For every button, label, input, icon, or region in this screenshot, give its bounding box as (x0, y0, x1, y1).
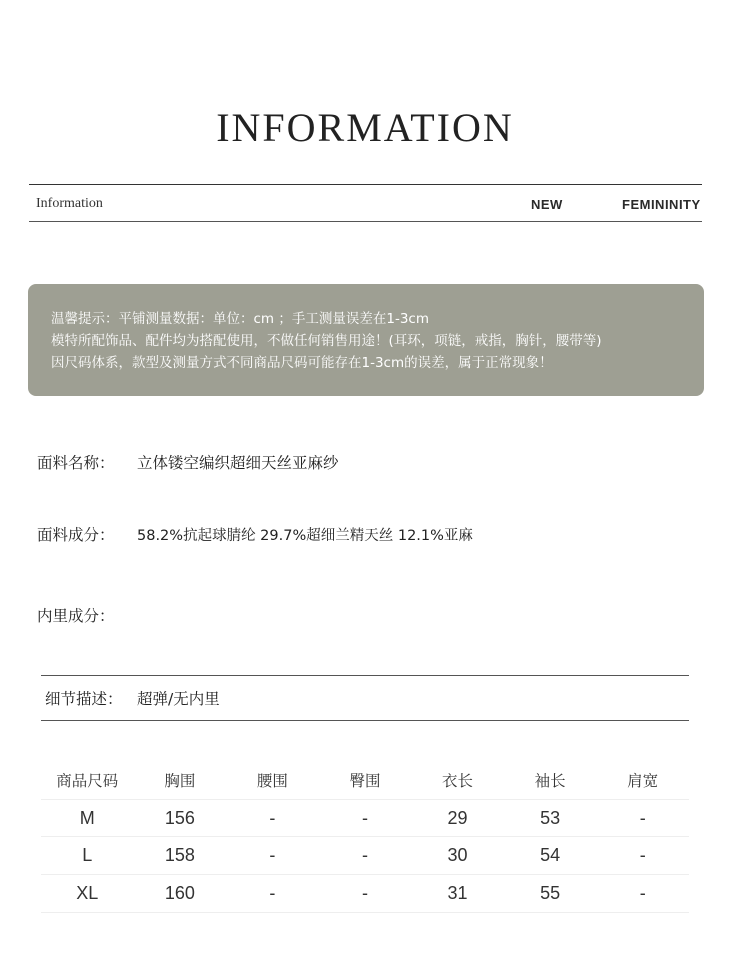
cell-size: XL (41, 875, 134, 913)
table-row (41, 875, 689, 913)
size-table (41, 762, 689, 913)
cell-length: 31 (411, 875, 504, 913)
cell-sleeve: 53 (504, 799, 597, 837)
table-row (41, 799, 689, 837)
tag-femininity: FEMININITY (622, 197, 701, 212)
header-waist: 腰围 (226, 762, 319, 799)
cell-shoulder: - (596, 799, 689, 837)
cell-size: L (41, 837, 134, 875)
detail-divider-bottom (41, 720, 689, 721)
cell-sleeve: 55 (504, 875, 597, 913)
header-hip: 臀围 (319, 762, 412, 799)
tag-new: NEW (531, 197, 563, 212)
fabric-composition-row (37, 523, 473, 545)
detail-label: 细节描述： (45, 690, 123, 708)
info-label: Information (36, 196, 103, 211)
notice-box (28, 284, 704, 396)
cell-sleeve: 54 (504, 837, 597, 875)
fabric-name-label: 面料名称： (37, 454, 115, 472)
header-divider-bottom (29, 221, 702, 222)
fabric-name-value: 立体镂空编织超细天丝亚麻纱 (137, 454, 339, 472)
cell-shoulder: - (596, 837, 689, 875)
notice-line-measurement: 温馨提示：平铺测量数据：单位：cm ；手工测量误差在1-3cm (51, 311, 429, 327)
cell-hip: - (319, 799, 412, 837)
header-shoulder: 肩宽 (596, 762, 689, 799)
cell-length: 29 (411, 799, 504, 837)
notice-line-size-error: 因尺码体系，款型及测量方式不同商品尺码可能存在1-3cm的误差，属于正常现象！ (51, 355, 553, 371)
cell-hip: - (319, 837, 412, 875)
header-divider-top (29, 184, 702, 185)
fabric-composition-label: 面料成分： (37, 526, 115, 544)
cell-bust: 158 (134, 837, 227, 875)
cell-waist: - (226, 799, 319, 837)
header-size: 商品尺码 (41, 762, 134, 799)
detail-value: 超弹/无内里 (137, 690, 220, 708)
cell-waist: - (226, 875, 319, 913)
fabric-name-row (37, 451, 339, 473)
fabric-composition-value: 58.2%抗起球腈纶 29.7%超细兰精天丝 12.1%亚麻 (137, 528, 473, 544)
cell-waist: - (226, 837, 319, 875)
header-length: 衣长 (411, 762, 504, 799)
cell-bust: 160 (134, 875, 227, 913)
header-bust: 胸围 (134, 762, 227, 799)
cell-size: M (41, 799, 134, 837)
page-title: INFORMATION (216, 105, 514, 150)
cell-length: 30 (411, 837, 504, 875)
detail-divider-top (41, 675, 689, 676)
table-row (41, 837, 689, 875)
cell-hip: - (319, 875, 412, 913)
lining-composition-label: 内里成分： (37, 607, 115, 625)
lining-composition-row (37, 604, 137, 626)
cell-bust: 156 (134, 799, 227, 837)
detail-row (45, 687, 220, 709)
size-table-header-row (41, 762, 689, 799)
cell-shoulder: - (596, 875, 689, 913)
header-sleeve: 袖长 (504, 762, 597, 799)
notice-line-accessories: 模特所配饰品、配件均为搭配使用，不做任何销售用途！(耳环，项链，戒指，胸针，腰带等) (51, 333, 602, 349)
